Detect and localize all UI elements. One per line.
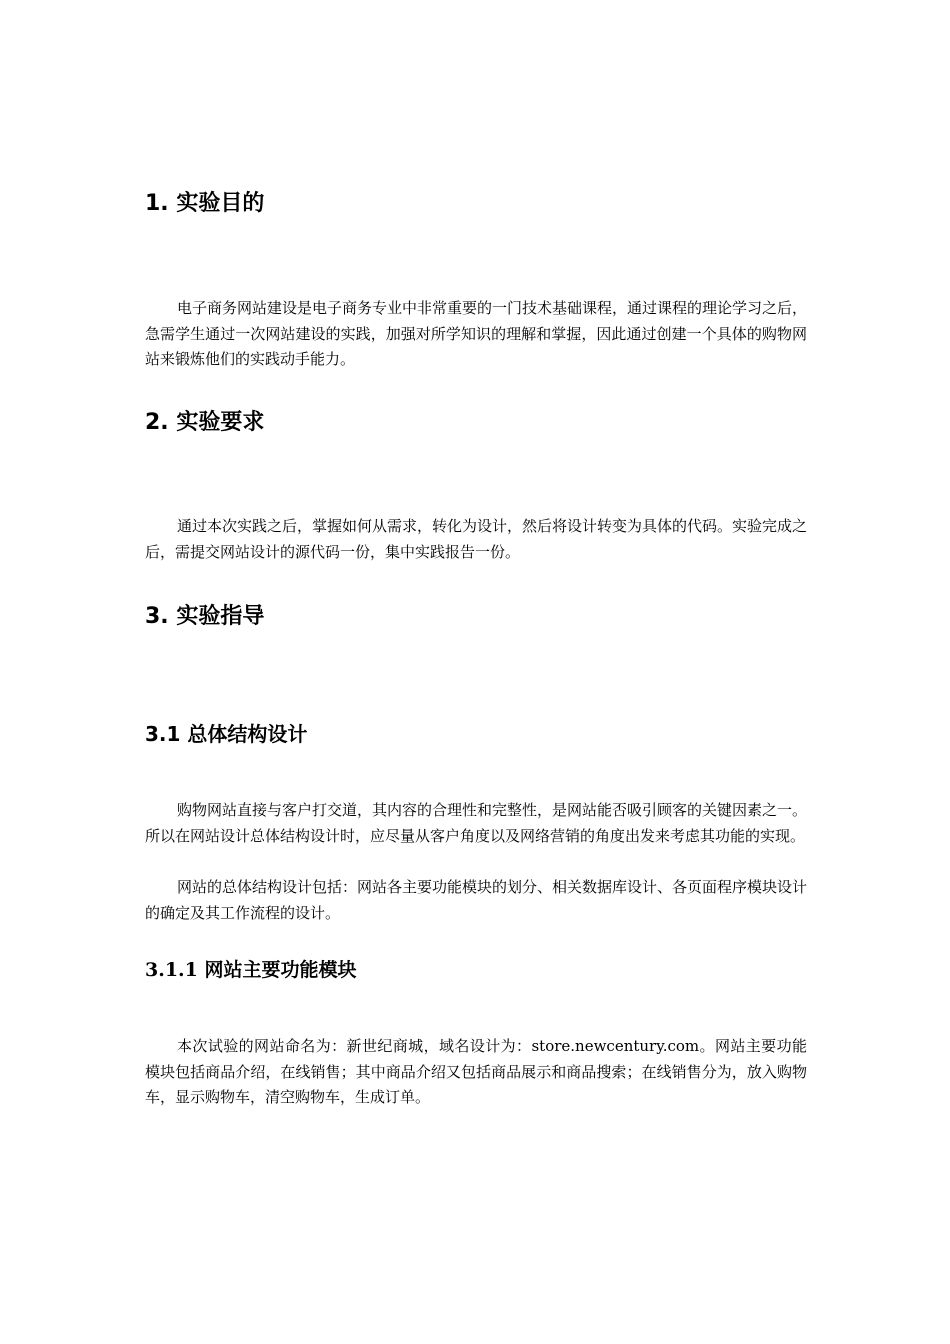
section-heading-guidance: 3. 实验指导 (145, 604, 265, 629)
section-heading-requirements: 2. 实验要求 (145, 410, 265, 435)
paragraph-overall-structure-2: 网站的总体结构设计包括：网站各主要功能模块的划分、相关数据库设计、各页面程序模块设计的确定及其工作流程的设计。 (145, 878, 808, 922)
paragraph-purpose: 电子商务网站建设是电子商务专业中非常重要的一门技术基础课程，通过课程的理论学习之后，急需学生通过一次网站建设的实践，加强对所学知识的理解和掌握，因此通过创建一个具体的购物网站来锻炼他们的实践动手能力。 (145, 299, 808, 368)
paragraph-overall-structure-1: 购物网站直接与客户打交道，其内容的合理性和完整性，是网站能否吸引顾客的关键因素之一。所以在网站设计总体结构设计时，应尽量从客户角度以及网络营销的角度出发来考虑其功能的实现。 (145, 801, 808, 845)
subsubsection-heading-main-modules: 3.1.1 网站主要功能模块 (145, 959, 357, 981)
paragraph-requirements: 通过本次实践之后，掌握如何从需求，转化为设计，然后将设计转变为具体的代码。实验完成之后，需提交网站设计的源代码一份，集中实践报告一份。 (145, 517, 808, 561)
subsection-heading-overall-structure: 3.1 总体结构设计 (145, 722, 308, 746)
section-heading-purpose: 1. 实验目的 (145, 191, 265, 216)
paragraph-main-modules: 本次试验的网站命名为：新世纪商城，域名设计为：store.newcentury.com。网站主要功能模块包括商品介绍，在线销售；其中商品介绍又包括商品展示和商品搜索；在线销售分为，放入购物车，显示购物车，清空购物车，生成订单。 (145, 1037, 807, 1106)
